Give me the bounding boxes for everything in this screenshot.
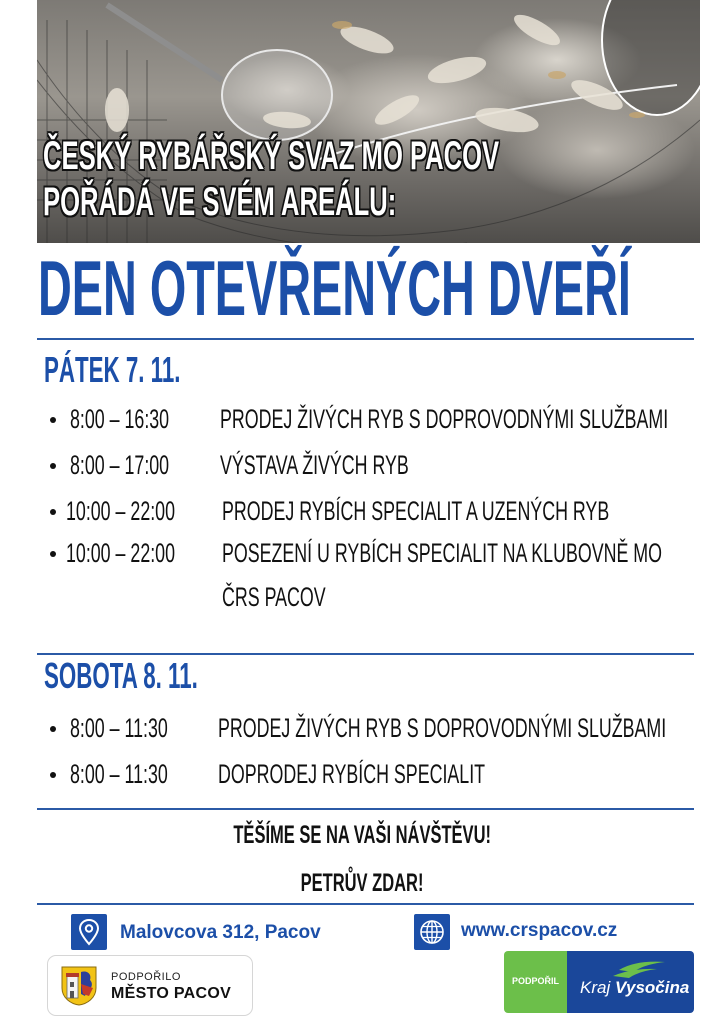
bullet-icon [50,551,56,557]
schedule-time: 8:00 – 16:30 [70,404,170,434]
vysocina-logo-icon [611,960,669,978]
divider [37,338,694,340]
schedule-time: 8:00 – 11:30 [70,759,168,789]
divider [37,808,694,810]
schedule-activity: PRODEJ RYBÍCH SPECIALIT A UZENÝCH RYB [222,496,610,526]
sponsor-region-label-left: PODPOŘIL [511,976,559,986]
schedule-time: 8:00 – 11:30 [70,713,168,743]
schedule-time: 8:00 – 17:00 [70,450,170,480]
schedule-activity: PRODEJ ŽIVÝCH RYB S DOPROVODNÝMI SLUŽBAMI [218,713,667,743]
day-heading-saturday: SOBOTA 8. 11. [44,655,198,696]
divider [37,903,694,905]
schedule-activity-line2: ČRS PACOV [222,582,326,612]
sponsor-region-name: Kraj Vysočina [580,978,690,997]
schedule-activity: VÝSTAVA ŽIVÝCH RYB [220,450,409,480]
closing-message: TĚŠÍME SE NA VAŠI NÁVŠTĚVU! [233,821,491,849]
bullet-icon [50,726,56,732]
schedule-time: 10:00 – 22:00 [66,496,176,526]
schedule-activity: POSEZENÍ U RYBÍCH SPECIALIT NA KLUBOVNĚ MO [222,538,663,568]
day-heading-friday: PÁTEK 7. 11. [44,349,181,390]
sponsor-town-pacov [47,955,253,1016]
website-link[interactable]: www.crspacov.cz [461,920,618,941]
coat-of-arms-icon [61,966,97,1006]
bullet-icon [50,463,56,469]
address-text: Malovcova 312, Pacov [120,922,321,943]
sponsor-town-label-big: MĚSTO PACOV [111,985,232,1002]
schedule-time: 10:00 – 22:00 [66,538,176,568]
globe-icon [414,914,450,950]
closing-greeting: PETRŮV ZDAR! [300,869,424,897]
schedule-activity: DOPRODEJ RYBÍCH SPECIALIT [218,759,486,789]
hero-photo [37,0,700,243]
hero-heading-line1: ČESKÝ RYBÁŘSKÝ SVAZ MO PACOV [43,134,500,178]
hero-heading-line2: POŘÁDÁ VE SVÉM AREÁLU: [43,180,397,224]
map-pin-icon [71,914,107,950]
sponsor-region-green-panel [504,951,567,1013]
sponsor-region-vysocina [504,951,694,1013]
bullet-icon [50,772,56,778]
schedule-activity: PRODEJ ŽIVÝCH RYB S DOPROVODNÝMI SLUŽBAMI [220,404,669,434]
sponsor-region-blue-panel [567,951,694,1013]
event-title: DEN OTEVŘENÝCH DVEŘÍ [38,244,631,332]
bullet-icon [50,417,56,423]
bullet-icon [50,509,56,515]
sponsor-town-label-small: PODPOŘILO [111,971,181,983]
